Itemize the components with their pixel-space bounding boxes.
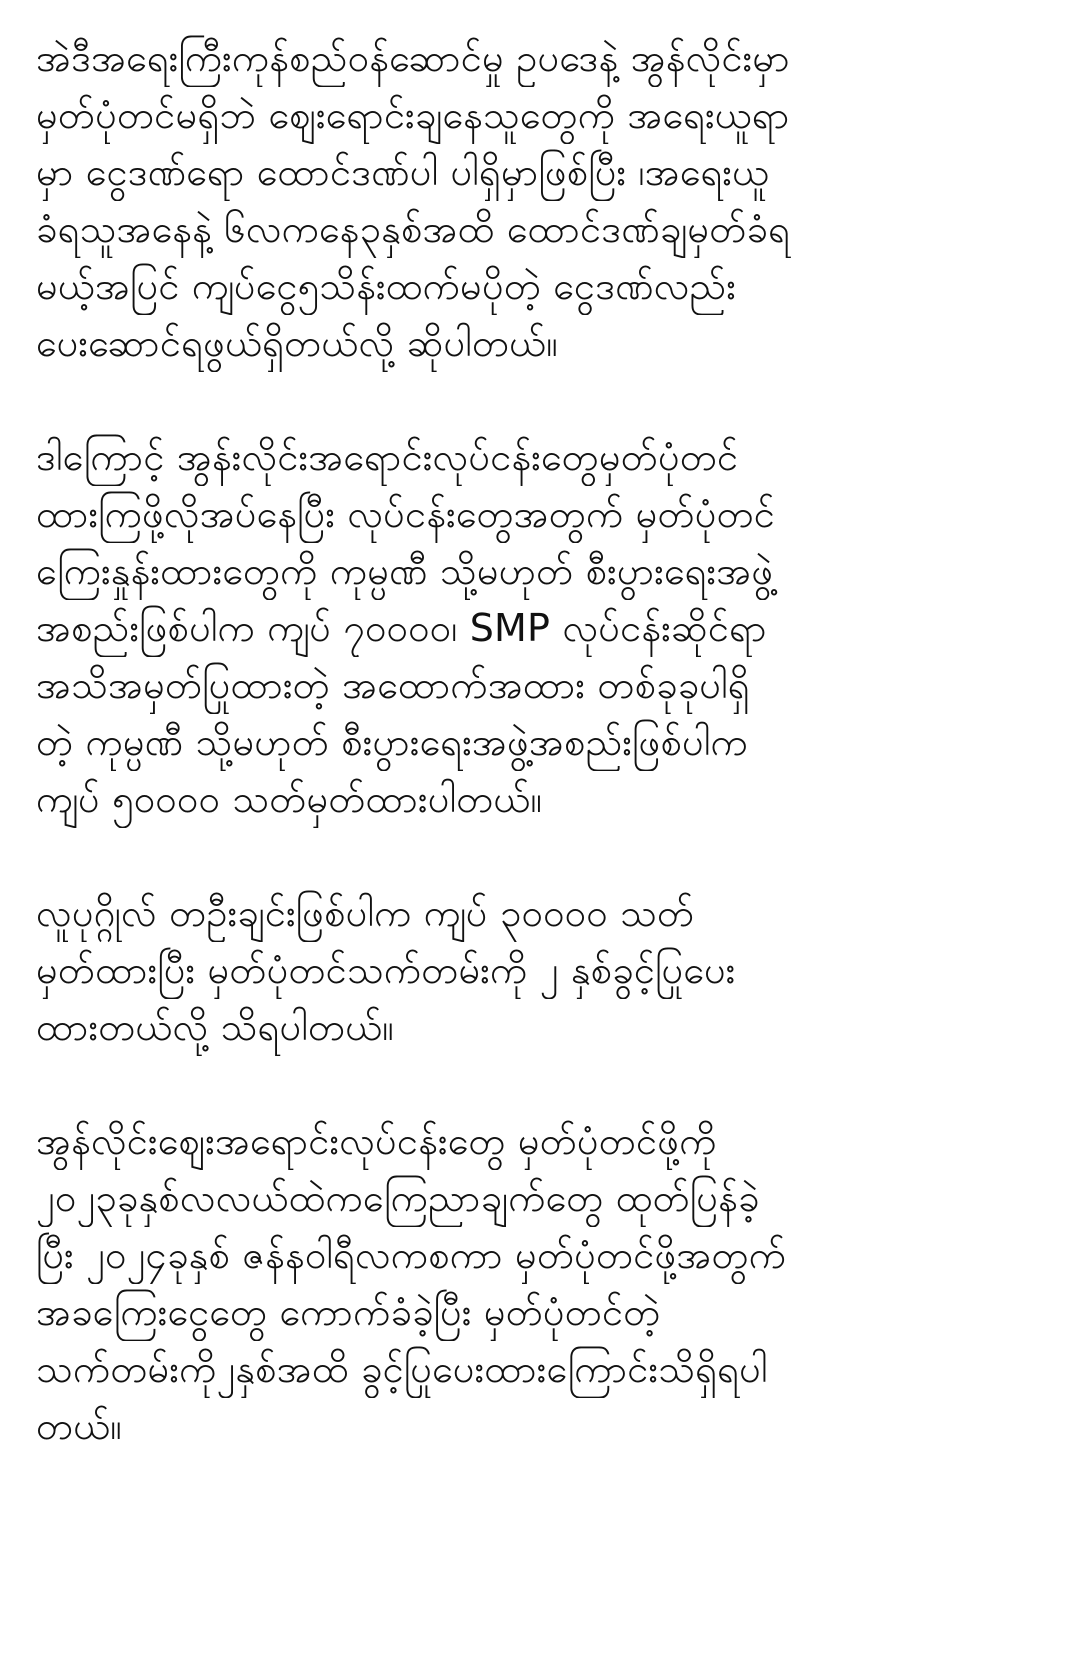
text-line: အသိအမှတ်ပြုထားတဲ့ အထောက်အထား တစ်ခုခုပါရှိ — [36, 663, 750, 707]
paragraph-3 — [36, 885, 1046, 1056]
text-line: ထားတယ်လို့ သိရပါတယ်။ — [36, 1005, 394, 1049]
text-line: အဲဒီအရေးကြီးကုန်စည်ဝန်ဆောင်မှု ဥပဒေနဲ့ အွန်လိုင်းမှာ — [36, 36, 790, 80]
text-line: လူပုဂ္ဂိုလ် တဦးချင်းဖြစ်ပါက ကျပ် ၃၀၀၀၀ သတ် — [36, 891, 695, 935]
text-line: တဲ့ ကုမ္ပဏီ သို့မဟုတ် စီးပွားရေးအဖွဲ့အစည်းဖြစ်ပါက — [36, 720, 748, 764]
paragraph-1 — [36, 30, 1046, 372]
paragraph-2 — [36, 429, 1046, 828]
text-line: ခံရသူအနေနဲ့ ၆လကနေ၃နှစ်အထိ ထောင်ဒဏ်ချမှတ်ခံရ — [36, 207, 791, 251]
text-line: ၂၀၂၃ခုနှစ်လလယ်ထဲကကြေညာချက်တွေ ထုတ်ပြန်ခဲ့ — [36, 1176, 760, 1220]
text-line: အွန်လိုင်းဈေးအရောင်းလုပ်ငန်းတွေ မှတ်ပုံတင်ဖို့ကို — [36, 1119, 717, 1163]
text-line: မယ့်အပြင် ကျပ်ငွေ၅သိန်းထက်မပိုတဲ့ ငွေဒဏ်လည်း — [36, 264, 737, 308]
text-line: မှာ ငွေဒဏ်ရော ထောင်ဒဏ်ပါ ပါရှိမှာဖြစ်ပြီး ၊အရေးယူ — [36, 150, 770, 194]
text-line: ကြေးနှုန်းထားတွေကို ကုမ္ပဏီ သို့မဟုတ် စီးပွားရေးအဖွဲ့ — [36, 549, 774, 593]
text-line: မှတ်ထားပြီး မှတ်ပုံတင်သက်တမ်းကို ၂ နှစ်ခွင့်ပြုပေး — [36, 948, 736, 992]
text-line: သက်တမ်းကို၂နှစ်အထိ ခွင့်ပြုပေးထားကြောင်းသိရှိရပါ — [36, 1347, 768, 1391]
text-line: ထားကြဖို့လိုအပ်နေပြီး လုပ်ငန်းတွေအတွက် မှတ်ပုံတင် — [36, 492, 776, 536]
text-line: အခကြေးငွေတွေ ကောက်ခံခဲ့ပြီး မှတ်ပုံတင်တဲ့ — [36, 1290, 661, 1334]
text-line: မှတ်ပုံတင်မရှိဘဲ ဈေးရောင်းချနေသူတွေကို အရေးယူရာ — [36, 93, 790, 137]
paragraph-4 — [36, 1113, 1046, 1455]
text-line: ပေးဆောင်ရဖွယ်ရှိတယ်လို့ ဆိုပါတယ်။ — [36, 321, 558, 365]
text-line: တယ်။ — [36, 1404, 122, 1448]
text-line: ကျပ် ၅၀၀၀၀ သတ်မှတ်ထားပါတယ်။ — [36, 777, 543, 821]
text-line: ဒါကြောင့် အွန်းလိုင်းအရောင်းလုပ်ငန်းတွေမှတ်ပုံတင် — [36, 435, 739, 479]
article-body — [36, 30, 1046, 1512]
text-line: အစည်းဖြစ်ပါက ကျပ် ၇၀၀၀၀၊ SMP လုပ်ငန်းဆိုင်ရာ — [36, 606, 767, 650]
text-line: ပြီး ၂၀၂၄ခုနှစ် ဇန်နဝါရီလကစကာ မှတ်ပုံတင်ဖို့အတွက် — [36, 1233, 787, 1277]
